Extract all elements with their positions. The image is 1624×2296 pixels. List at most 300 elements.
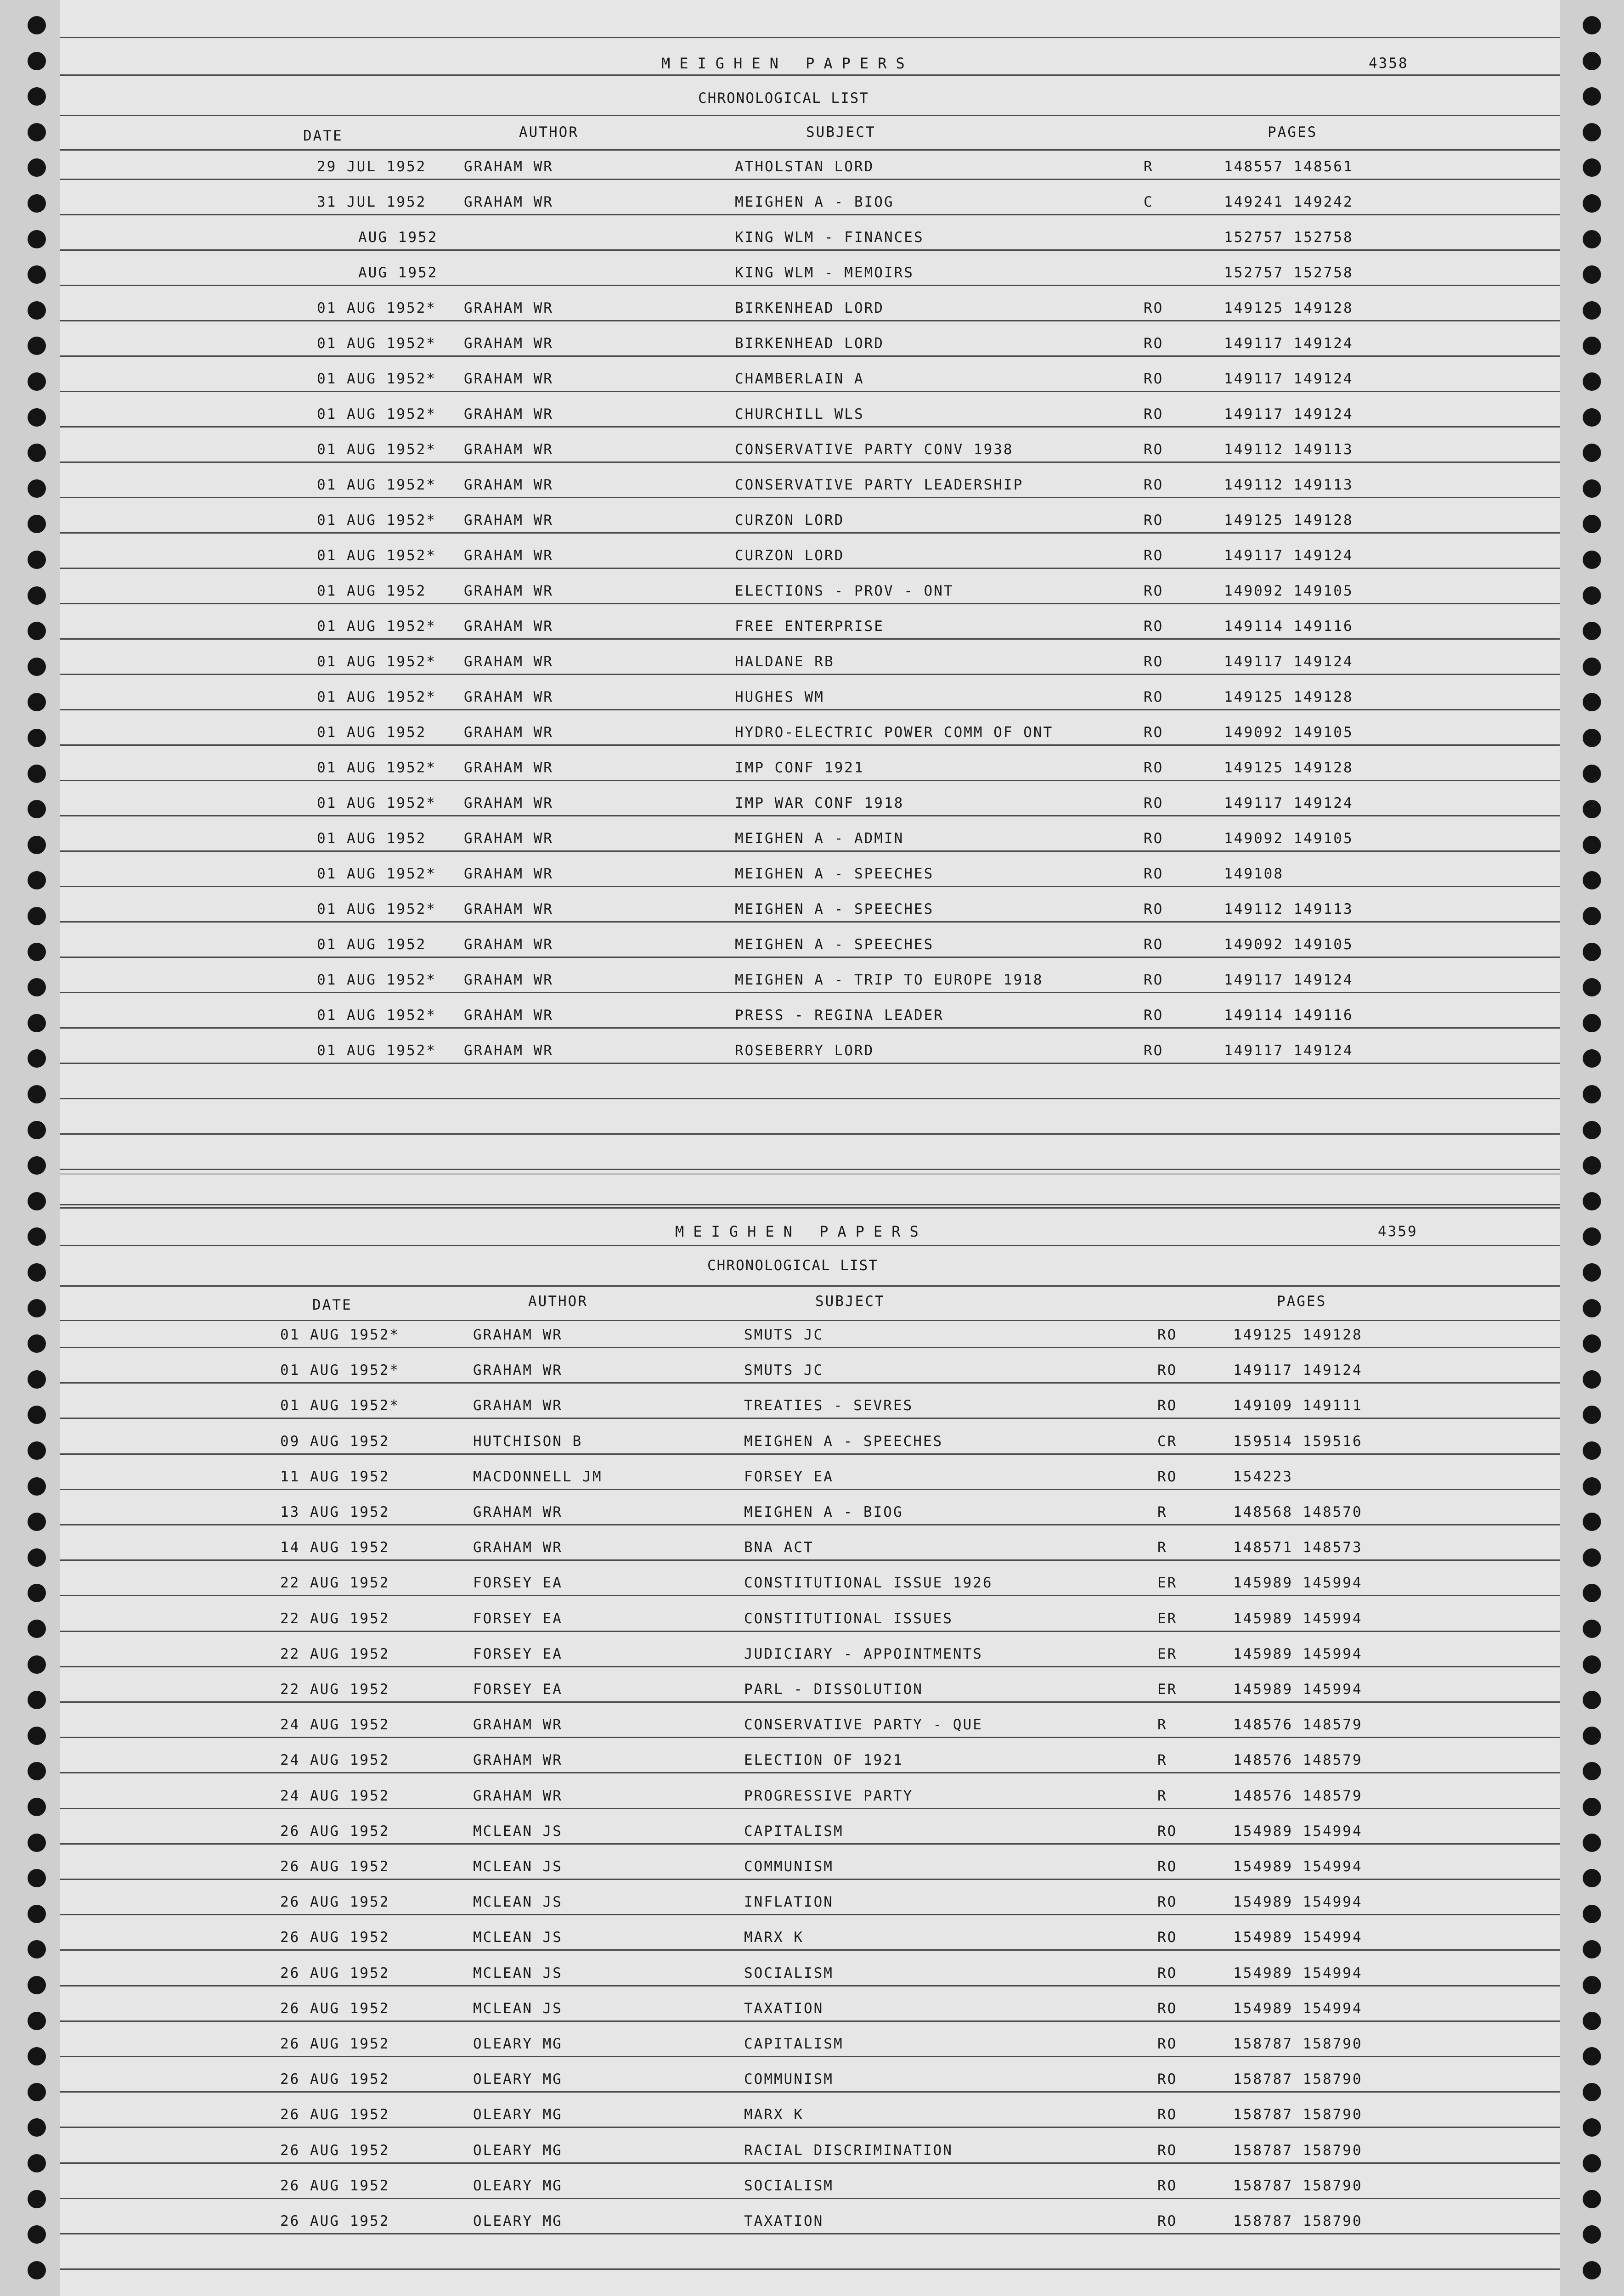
- ruled-line: [60, 1169, 1560, 1170]
- cell-code: RO: [1157, 2000, 1178, 2017]
- ruled-line: [60, 2056, 1560, 2057]
- cell-code: ER: [1157, 1575, 1178, 1592]
- cell-subject: PROGRESSIVE PARTY: [744, 1787, 914, 1804]
- cell-code: CR: [1157, 1433, 1178, 1450]
- feed-hole: [1583, 2261, 1601, 2279]
- feed-hole: [28, 1798, 46, 1816]
- cell-subject: INFLATION: [744, 1894, 834, 1911]
- ruled-line: [60, 921, 1560, 923]
- cell-pages: 154989 154994: [1233, 1858, 1363, 1875]
- feed-hole: [1583, 765, 1601, 783]
- feed-hole: [28, 158, 46, 177]
- cell-code: RO: [1157, 1964, 1178, 1981]
- feed-hole: [28, 1085, 46, 1103]
- cell-pages: 149112 149113: [1224, 441, 1353, 458]
- feed-hole: [28, 1727, 46, 1745]
- cell-date: 01 AUG 1952*: [317, 653, 436, 670]
- cell-subject: HALDANE RB: [735, 653, 835, 670]
- cell-subject: RACIAL DISCRIMINATION: [744, 2142, 953, 2159]
- ruled-line: [60, 1133, 1560, 1135]
- cell-code: RO: [1144, 583, 1164, 599]
- feed-hole: [28, 515, 46, 533]
- cell-date: 01 AUG 1952*: [317, 300, 436, 316]
- ruled-line: [60, 1489, 1560, 1490]
- feed-hole: [1583, 1014, 1601, 1032]
- cell-pages: 145989 145994: [1233, 1681, 1363, 1698]
- cell-pages: 149125 149128: [1233, 1327, 1363, 1343]
- feed-hole: [1583, 1227, 1601, 1246]
- cell-pages: 149117 149124: [1224, 972, 1353, 988]
- feed-hole: [28, 943, 46, 961]
- cell-subject: CAPITALISM: [744, 1823, 844, 1840]
- cell-subject: PARL - DISSOLUTION: [744, 1681, 923, 1698]
- cell-pages: 154989 154994: [1233, 1894, 1363, 1911]
- feed-hole: [1583, 729, 1601, 747]
- column-header-author: AUTHOR: [528, 1293, 588, 1310]
- feed-hole: [1583, 1085, 1601, 1103]
- cell-pages: 149117 149124: [1233, 1362, 1363, 1379]
- cell-subject: ELECTION OF 1921: [744, 1752, 903, 1769]
- feed-hole: [1583, 1121, 1601, 1139]
- cell-pages: 149117 149124: [1224, 653, 1353, 670]
- feed-hole: [28, 1263, 46, 1282]
- cell-date: 01 AUG 1952*: [280, 1397, 400, 1414]
- cell-date: AUG 1952: [358, 229, 438, 246]
- feed-hole: [28, 1192, 46, 1210]
- cell-pages: 149114 149116: [1224, 1007, 1353, 1024]
- cell-code: R: [1157, 1539, 1167, 1556]
- cell-pages: 154989 154994: [1233, 2000, 1363, 2017]
- feed-hole: [28, 1441, 46, 1460]
- cell-pages: 149117 149124: [1224, 1042, 1353, 1059]
- feed-hole: [28, 2083, 46, 2101]
- cell-subject: FREE ENTERPRISE: [735, 618, 884, 635]
- feed-hole: [28, 16, 46, 34]
- cell-date: 26 AUG 1952: [280, 1823, 390, 1840]
- cell-author: GRAHAM WR: [473, 1327, 563, 1343]
- feed-hole: [1583, 1691, 1601, 1709]
- cell-date: 22 AUG 1952: [280, 1610, 390, 1627]
- cell-code: RO: [1144, 1042, 1164, 1059]
- cell-author: GRAHAM WR: [473, 1787, 563, 1804]
- cell-subject: MEIGHEN A - ADMIN: [735, 830, 904, 847]
- cell-author: GRAHAM WR: [473, 1397, 563, 1414]
- cell-date: 01 AUG 1952: [317, 936, 427, 953]
- feed-hole: [28, 2154, 46, 2172]
- feed-hole: [28, 658, 46, 676]
- feed-hole: [28, 444, 46, 462]
- feed-hole: [28, 1513, 46, 1531]
- feed-hole: [1583, 479, 1601, 498]
- cell-code: RO: [1157, 1327, 1178, 1343]
- cell-code: RO: [1144, 512, 1164, 529]
- cell-date: 14 AUG 1952: [280, 1539, 390, 1556]
- cell-date: 01 AUG 1952: [317, 830, 427, 847]
- ruled-line: [60, 1320, 1560, 1321]
- cell-code: RO: [1157, 2142, 1178, 2159]
- cell-pages: 149241 149242: [1224, 194, 1353, 210]
- feed-hole: [28, 693, 46, 711]
- cell-pages: 154223: [1233, 1468, 1293, 1485]
- cell-subject: MARX K: [744, 1929, 804, 1946]
- ruled-line: [60, 1772, 1560, 1773]
- ruled-line: [60, 1382, 1560, 1384]
- feed-hole: [28, 1049, 46, 1068]
- column-header-subject: SUBJECT: [806, 124, 876, 141]
- cell-author: OLEARY MG: [473, 2071, 563, 2088]
- feed-hole: [1583, 1798, 1601, 1816]
- cell-subject: HYDRO-ELECTRIC POWER COMM OF ONT: [735, 724, 1054, 741]
- cell-pages: 149125 149128: [1224, 512, 1353, 529]
- cell-pages: 154989 154994: [1233, 1929, 1363, 1946]
- column-header-date: DATE: [303, 128, 343, 144]
- ruled-line: [60, 1914, 1560, 1915]
- feed-hole: [28, 2047, 46, 2065]
- cell-author: FORSEY EA: [473, 1610, 563, 1627]
- feed-hole: [28, 1869, 46, 1887]
- feed-hole: [28, 1548, 46, 1567]
- cell-date: 01 AUG 1952*: [280, 1327, 400, 1343]
- cell-subject: FORSEY EA: [744, 1468, 834, 1485]
- cell-subject: CHURCHILL WLS: [735, 406, 864, 422]
- feed-hole: [1583, 2047, 1601, 2065]
- cell-date: 13 AUG 1952: [280, 1504, 390, 1520]
- feed-hole: [1583, 1513, 1601, 1531]
- feed-hole: [1583, 515, 1601, 533]
- ruled-line: [60, 391, 1560, 392]
- feed-hole: [1583, 1655, 1601, 1674]
- cell-subject: COMMUNISM: [744, 1858, 834, 1875]
- cell-date: 01 AUG 1952*: [317, 547, 436, 564]
- cell-author: OLEARY MG: [473, 2106, 563, 2123]
- cell-pages: 158787 158790: [1233, 2036, 1363, 2052]
- cell-subject: PRESS - REGINA LEADER: [735, 1007, 944, 1024]
- cell-date: 26 AUG 1952: [280, 2213, 390, 2229]
- cell-pages: 158787 158790: [1233, 2142, 1363, 2159]
- cell-author: GRAHAM WR: [464, 795, 553, 811]
- feed-hole: [1583, 2154, 1601, 2172]
- cell-subject: CONSTITUTIONAL ISSUE 1926: [744, 1575, 993, 1592]
- ruled-line: [60, 674, 1560, 675]
- ruled-line: [60, 2020, 1560, 2022]
- feed-hole: [1583, 1477, 1601, 1496]
- cell-code: RO: [1157, 1362, 1178, 1379]
- cell-subject: KING WLM - FINANCES: [735, 229, 924, 246]
- feed-hole: [1583, 1762, 1601, 1780]
- cell-code: R: [1157, 1716, 1167, 1733]
- feed-hole: [1583, 693, 1601, 711]
- cell-author: GRAHAM WR: [464, 512, 553, 529]
- cell-date: 26 AUG 1952: [280, 2071, 390, 2088]
- cell-date: 24 AUG 1952: [280, 1787, 390, 1804]
- feed-hole: [28, 1584, 46, 1602]
- ruled-line: [60, 285, 1560, 286]
- cell-date: 01 AUG 1952: [317, 583, 427, 599]
- cell-date: 24 AUG 1952: [280, 1716, 390, 1733]
- cell-code: RO: [1157, 1397, 1178, 1414]
- cell-date: 26 AUG 1952: [280, 2106, 390, 2123]
- ruled-line: [60, 1098, 1560, 1099]
- ruled-line: [60, 815, 1560, 816]
- cell-subject: CAPITALISM: [744, 2036, 844, 2052]
- ruled-line: [60, 1666, 1560, 1667]
- cell-date: 26 AUG 1952: [280, 1858, 390, 1875]
- cell-code: RO: [1144, 653, 1164, 670]
- cell-pages: 154989 154994: [1233, 1823, 1363, 1840]
- cell-code: RO: [1144, 477, 1164, 493]
- cell-pages: 149108: [1224, 866, 1284, 882]
- cell-subject: MEIGHEN A - SPEECHES: [744, 1433, 943, 1450]
- feed-hole: [1583, 871, 1601, 889]
- cell-pages: 149114 149116: [1224, 618, 1353, 635]
- cell-subject: IMP CONF 1921: [735, 760, 864, 776]
- cell-date: 22 AUG 1952: [280, 1681, 390, 1698]
- feed-hole: [1583, 1834, 1601, 1852]
- feed-hole: [28, 1655, 46, 1674]
- cell-author: MCLEAN JS: [473, 2000, 563, 2017]
- column-header-pages: PAGES: [1268, 124, 1318, 141]
- feed-hole: [28, 907, 46, 925]
- feed-hole: [1583, 372, 1601, 391]
- cell-code: RO: [1157, 2036, 1178, 2052]
- feed-hole: [1583, 408, 1601, 427]
- ruled-line: [60, 850, 1560, 852]
- cell-date: 26 AUG 1952: [280, 2036, 390, 2052]
- cell-author: GRAHAM WR: [473, 1504, 563, 1520]
- cell-pages: 149092 149105: [1224, 830, 1353, 847]
- cell-code: RO: [1144, 972, 1164, 988]
- cell-subject: MEIGHEN A - SPEECHES: [735, 866, 934, 882]
- cell-subject: JUDICIARY - APPOINTMENTS: [744, 1645, 983, 1662]
- feed-hole: [1583, 1049, 1601, 1068]
- cell-pages: 149117 149124: [1224, 795, 1353, 811]
- cell-subject: KING WLM - MEMOIRS: [735, 264, 914, 281]
- page-subtitle: CHRONOLOGICAL LIST: [707, 1257, 878, 1274]
- feed-hole: [1583, 52, 1601, 70]
- feed-hole: [1583, 2118, 1601, 2137]
- cell-pages: 148568 148570: [1233, 1504, 1363, 1520]
- column-header-date: DATE: [312, 1297, 352, 1313]
- feed-hole: [1583, 1976, 1601, 1994]
- cell-pages: 149117 149124: [1224, 547, 1353, 564]
- left-tractor-strip: [0, 0, 69, 2296]
- cell-author: GRAHAM WR: [473, 1752, 563, 1769]
- feed-hole: [1583, 907, 1601, 925]
- ruled-line: [60, 497, 1560, 498]
- ruled-line: [60, 74, 1560, 76]
- cell-subject: CURZON LORD: [735, 547, 845, 564]
- ruled-line: [60, 1879, 1560, 1880]
- feed-hole: [1583, 622, 1601, 640]
- cell-author: GRAHAM WR: [464, 547, 553, 564]
- cell-date: 11 AUG 1952: [280, 1468, 390, 1485]
- cell-pages: 145989 145994: [1233, 1645, 1363, 1662]
- cell-subject: TREATIES - SEVRES: [744, 1397, 914, 1414]
- cell-code: RO: [1144, 760, 1164, 776]
- cell-subject: CONSERVATIVE PARTY LEADERSHIP: [735, 477, 1024, 493]
- cell-code: RO: [1144, 618, 1164, 635]
- feed-hole: [1583, 1299, 1601, 1317]
- column-header-pages: PAGES: [1277, 1293, 1327, 1310]
- cell-code: RO: [1157, 2177, 1178, 2194]
- right-tractor-strip: [1555, 0, 1624, 2296]
- cell-subject: CONSERVATIVE PARTY CONV 1938: [735, 441, 1014, 458]
- feed-hole: [28, 1834, 46, 1852]
- cell-subject: TAXATION: [744, 2000, 824, 2017]
- cell-date: 01 AUG 1952: [317, 724, 427, 741]
- cell-author: MCLEAN JS: [473, 1894, 563, 1911]
- feed-hole: [28, 265, 46, 284]
- cell-subject: MARX K: [744, 2106, 804, 2123]
- cell-pages: 152757 152758: [1224, 264, 1353, 281]
- ruled-line: [60, 780, 1560, 781]
- cell-subject: MEIGHEN A - TRIP TO EUROPE 1918: [735, 972, 1043, 988]
- feed-hole: [28, 1762, 46, 1780]
- cell-code: ER: [1157, 1645, 1178, 1662]
- ruled-line: [60, 461, 1560, 463]
- cell-pages: 152757 152758: [1224, 229, 1353, 246]
- feed-hole: [1583, 1727, 1601, 1745]
- cell-subject: ATHOLSTAN LORD: [735, 158, 874, 175]
- feed-hole: [1583, 2012, 1601, 2030]
- cell-author: GRAHAM WR: [464, 300, 553, 316]
- cell-pages: 149112 149113: [1224, 901, 1353, 917]
- feed-hole: [28, 1406, 46, 1424]
- feed-hole: [28, 87, 46, 106]
- cell-author: MCLEAN JS: [473, 1964, 563, 1981]
- ruled-line: [60, 1453, 1560, 1455]
- ruled-line: [60, 1063, 1560, 1064]
- feed-hole: [28, 551, 46, 569]
- cell-subject: MEIGHEN A - SPEECHES: [735, 901, 934, 917]
- cell-pages: 158787 158790: [1233, 2106, 1363, 2123]
- cell-date: 26 AUG 1952: [280, 2177, 390, 2194]
- cell-code: RO: [1144, 795, 1164, 811]
- feed-hole: [1583, 444, 1601, 462]
- feed-hole: [1583, 1370, 1601, 1389]
- feed-hole: [28, 2261, 46, 2279]
- column-header-subject: SUBJECT: [815, 1293, 885, 1310]
- cell-date: 01 AUG 1952*: [317, 618, 436, 635]
- cell-author: FORSEY EA: [473, 1645, 563, 1662]
- ruled-line: [60, 37, 1560, 38]
- ruled-line: [60, 992, 1560, 993]
- cell-date: 01 AUG 1952*: [280, 1362, 400, 1379]
- cell-author: HUTCHISON B: [473, 1433, 583, 1450]
- cell-subject: CONSTITUTIONAL ISSUES: [744, 1610, 953, 1627]
- cell-author: GRAHAM WR: [464, 760, 553, 776]
- cell-pages: 149112 149113: [1224, 477, 1353, 493]
- cell-date: 01 AUG 1952*: [317, 972, 436, 988]
- ruled-line: [60, 1701, 1560, 1703]
- feed-hole: [28, 230, 46, 248]
- cell-code: RO: [1157, 1823, 1178, 1840]
- feed-hole: [28, 2118, 46, 2137]
- cell-author: GRAHAM WR: [464, 406, 553, 422]
- ruled-line: [60, 179, 1560, 180]
- cell-subject: TAXATION: [744, 2213, 824, 2229]
- feed-hole: [1583, 658, 1601, 676]
- feed-hole: [1583, 1406, 1601, 1424]
- cell-subject: BIRKENHEAD LORD: [735, 300, 884, 316]
- cell-author: GRAHAM WR: [464, 1042, 553, 1059]
- cell-date: 01 AUG 1952*: [317, 371, 436, 387]
- cell-code: R: [1157, 1787, 1167, 1804]
- feed-hole: [1583, 1156, 1601, 1175]
- page-title: MEIGHEN PAPERS: [675, 1223, 928, 1240]
- ruled-line: [60, 355, 1560, 357]
- ruled-line: [60, 568, 1560, 569]
- cell-code: RO: [1144, 371, 1164, 387]
- cell-author: GRAHAM WR: [464, 972, 553, 988]
- feed-hole: [28, 871, 46, 889]
- ruled-line: [60, 957, 1560, 958]
- ruled-line: [60, 1559, 1560, 1561]
- feed-hole: [28, 836, 46, 854]
- listing-page-4359: [60, 1175, 1560, 2296]
- feed-hole: [1583, 1334, 1601, 1353]
- feed-hole: [28, 622, 46, 640]
- ruled-line: [60, 249, 1560, 251]
- ruled-line: [60, 1737, 1560, 1738]
- feed-hole: [1583, 123, 1601, 141]
- cell-subject: SMUTS JC: [744, 1327, 824, 1343]
- feed-hole: [28, 2012, 46, 2030]
- cell-author: GRAHAM WR: [473, 1539, 563, 1556]
- cell-pages: 148557 148561: [1224, 158, 1353, 175]
- cell-author: GRAHAM WR: [464, 158, 553, 175]
- cell-code: ER: [1157, 1610, 1178, 1627]
- ruled-line: [60, 1843, 1560, 1845]
- feed-hole: [1583, 1905, 1601, 1923]
- ruled-line: [60, 1418, 1560, 1419]
- feed-hole: [1583, 2083, 1601, 2101]
- cell-code: RO: [1144, 689, 1164, 705]
- page-title: MEIGHEN PAPERS: [661, 55, 914, 72]
- cell-date: 26 AUG 1952: [280, 2142, 390, 2159]
- cell-author: GRAHAM WR: [464, 653, 553, 670]
- cell-author: FORSEY EA: [473, 1575, 563, 1592]
- ruled-line: [60, 214, 1560, 215]
- feed-hole: [28, 301, 46, 320]
- ruled-line: [60, 2091, 1560, 2093]
- feed-hole: [1583, 265, 1601, 284]
- cell-date: 01 AUG 1952*: [317, 866, 436, 882]
- feed-hole: [28, 337, 46, 355]
- cell-subject: ROSEBERRY LORD: [735, 1042, 874, 1059]
- ruled-line: [60, 709, 1560, 710]
- cell-date: 01 AUG 1952*: [317, 795, 436, 811]
- cell-author: OLEARY MG: [473, 2142, 563, 2159]
- cell-date: 01 AUG 1952*: [317, 689, 436, 705]
- cell-date: 26 AUG 1952: [280, 1964, 390, 1981]
- feed-hole: [28, 1620, 46, 1638]
- cell-code: RO: [1144, 901, 1164, 917]
- cell-pages: 154989 154994: [1233, 1964, 1363, 1981]
- cell-code: RO: [1157, 1929, 1178, 1946]
- feed-hole: [1583, 1192, 1601, 1210]
- feed-hole: [28, 194, 46, 213]
- cell-date: 26 AUG 1952: [280, 2000, 390, 2017]
- cell-code: RO: [1144, 300, 1164, 316]
- cell-author: OLEARY MG: [473, 2213, 563, 2229]
- cell-code: RO: [1157, 1858, 1178, 1875]
- cell-pages: 149117 149124: [1224, 371, 1353, 387]
- cell-author: GRAHAM WR: [464, 689, 553, 705]
- ruled-line: [60, 2198, 1560, 2199]
- cell-code: R: [1144, 158, 1154, 175]
- cell-author: GRAHAM WR: [464, 830, 553, 847]
